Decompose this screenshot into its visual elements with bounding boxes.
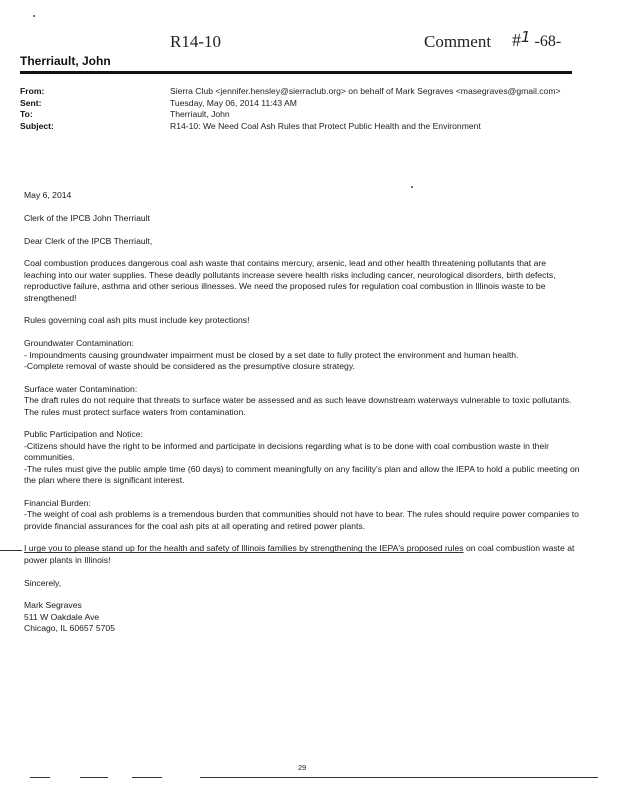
sent-label: Sent: bbox=[20, 97, 42, 108]
surface-water-heading: Surface water Contamination: bbox=[24, 383, 138, 394]
to-label: To: bbox=[20, 109, 33, 120]
comment-number-handwritten: 1 bbox=[521, 28, 531, 46]
letter-intro: Coal combustion produces dangerous coal ash waste that contains mercury, arsenic, lead and other health threatening pollutants that are leaching into our water supplies. These deadly pollutants increase severe health risks including cancer, neurological disorders, birth defects, reproductive failure, asthma and other serious illnesses. We need the proposed rules for regulation coal combustion in Illinois waste to be strengthened! bbox=[24, 258, 556, 303]
letter-addressee: Clerk of the IPCB John Therriault bbox=[24, 212, 150, 223]
letter-date: May 6, 2014 bbox=[24, 190, 72, 200]
financial-burden-heading: Financial Burden: bbox=[24, 497, 91, 508]
public-participation-heading: Public Participation and Notice: bbox=[24, 429, 143, 440]
signature-address-line1: 511 W Oakdale Ave bbox=[24, 611, 100, 622]
comment-number bbox=[512, 28, 561, 51]
footer-rule bbox=[132, 777, 162, 778]
comment-label: Comment bbox=[424, 32, 492, 51]
to-row bbox=[20, 109, 580, 121]
letter-protections: Rules governing coal ash pits must include key protections! bbox=[24, 315, 250, 326]
email-header-block bbox=[20, 86, 580, 132]
footer-rule bbox=[200, 777, 598, 778]
subject-label: Subject: bbox=[20, 120, 54, 131]
footer-rule bbox=[30, 777, 50, 778]
groundwater-heading: Groundwater Contamination: bbox=[24, 338, 134, 349]
recipient-name-heading: Therriault, John bbox=[20, 54, 111, 68]
from-label: From: bbox=[20, 86, 45, 96]
sent-value: Tuesday, May 06, 2014 11:43 AM bbox=[170, 97, 297, 108]
groundwater-item: -Complete removal of waste should be considered as the presumptive closure strategy. bbox=[24, 361, 355, 372]
page-number: 29 bbox=[298, 763, 307, 772]
surface-water-item: The draft rules do not require that threats to surface water be assessed and as such leave downstream waterways vulnerable to toxic pollutants. The rules must protect surface waters from contamination. bbox=[24, 395, 572, 417]
subject-value: R14-10: We Need Coal Ash Rules that Protect Public Health and the Environment bbox=[170, 120, 481, 131]
underline-lead bbox=[0, 550, 22, 551]
from-value: Sierra Club <jennifer.hensley@sierraclub.org> on behalf of Mark Segraves <masegraves@gmail.com> bbox=[170, 86, 561, 96]
public-participation-item: -The rules must give the public ample time (60 days) to comment meaningfully on any facility's plan and allow the IEPA to hold a public meeting on the plan where there is significant interest. bbox=[24, 463, 580, 486]
comment-number-suffix: -68- bbox=[534, 33, 562, 50]
signature-name: Mark Segraves bbox=[24, 600, 82, 611]
financial-burden-item: -The weight of coal ash problems is a tremendous burden that communities should not have to bear. The rules should require power companies to provide financial assurances for the coal ash pits at all operating and retired power plants. bbox=[24, 509, 579, 531]
groundwater-item: - Impoundments causing groundwater impairment must be closed by a set date to fully protect the environment and human health. bbox=[24, 349, 519, 360]
urge-paragraph bbox=[24, 543, 580, 566]
urge-rest: on coal combustion waste at power plants in Illinois! bbox=[24, 543, 575, 565]
closing: Sincerely, bbox=[24, 577, 62, 588]
public-participation-item: -Citizens should have the right to be informed and participate in decisions regarding what is to be done with coal combustion waste in their communities. bbox=[24, 440, 549, 463]
letter-salutation: Dear Clerk of the IPCB Therriault, bbox=[24, 235, 153, 246]
scan-speck bbox=[411, 186, 413, 188]
docket-number: R14-10 bbox=[170, 32, 221, 51]
comment-number-prefix: # bbox=[512, 30, 521, 50]
letter-body bbox=[24, 190, 580, 635]
to-value: Therriault, John bbox=[170, 109, 230, 120]
footer-rule bbox=[80, 777, 108, 778]
subject-row bbox=[20, 121, 580, 133]
urge-underlined: I urge you to please stand up for the health and safety of Illinois families by strengthening the IEPA's proposed rules bbox=[24, 543, 464, 554]
from-row bbox=[20, 86, 580, 98]
signature-address-line2: Chicago, IL 60657 5705 bbox=[24, 623, 115, 634]
header-divider bbox=[20, 71, 572, 74]
sent-row bbox=[20, 98, 580, 110]
scan-speck bbox=[33, 15, 35, 17]
